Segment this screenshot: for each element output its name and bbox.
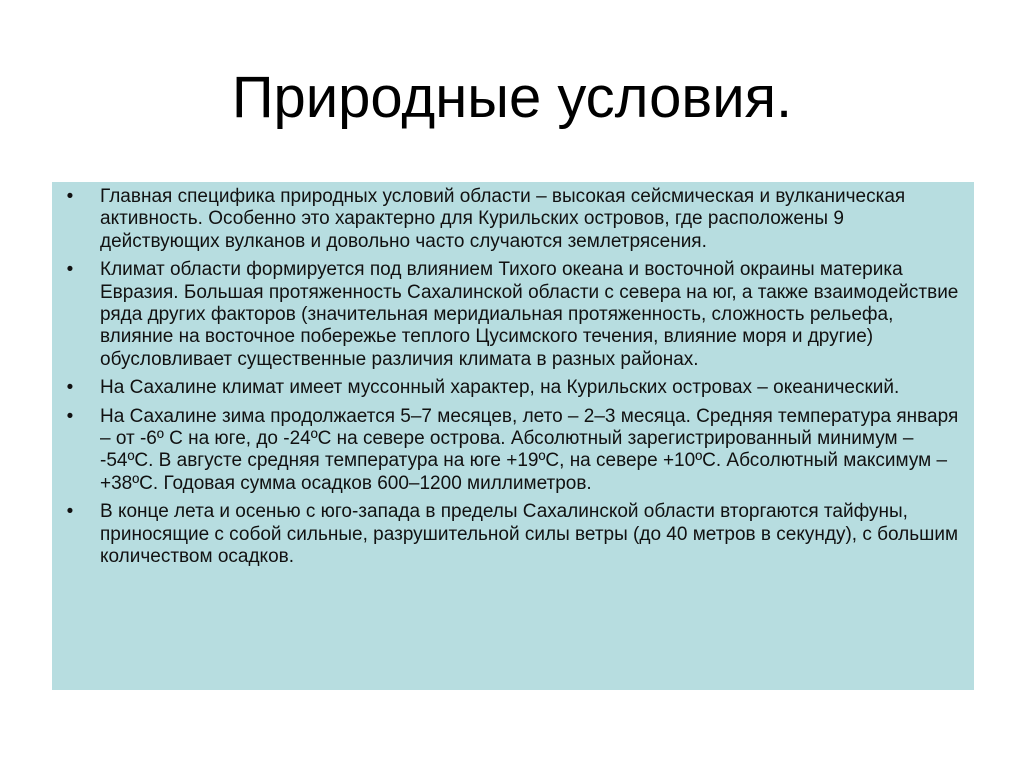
bullet-text: Главная специфика природных условий области – высокая сейсмическая и вулканическая активность. Особенно это характерно для Курильских островов, где расположены 9 действующих вулканов и довольно часто случаются землетрясения. [100,186,906,252]
bullet-dot-icon: • [66,186,74,207]
bullet-text: В конце лета и осенью с юго-запада в пределы Сахалинской области вторгаются тайфуны, приносящие с собой сильные, разрушительной силы ветры (до 40 метров в секунду), с большим количеством осадков. [100,501,959,568]
bullet-list [60,186,966,569]
bullet-text: На Сахалине зима продолжается 5–7 месяцев, лето – 2–3 месяца. Средняя температура января – от -6º С на юге, до -24ºС на севере острова. Абсолютный зарегистрированный минимум – -54ºС. В августе средняя температура на юге +19ºС, на севере +10ºС. Абсолютный максимум – +38ºС. Годовая сумма осадков 600–1200 миллиметров. [100,405,959,494]
bullet-text: На Сахалине климат имеет муссонный характер, на Курильских островах – океанический. [100,377,900,399]
bullet-dot-icon: • [66,377,74,399]
bullet-item-monsoon [60,377,966,399]
bullet-text: Климат области формируется под влиянием Тихого океана и восточной окраины материка Евразия. Большая протяженность Сахалинской области с севера на юг, а также взаимодействие ряда других факторов (значительная меридиальная протяженность, сложность рельефа, влияние на восточное побережье теплого Цусимского течения, влияние моря и другие) обусловливает существенные различия климата в разных районах. [100,259,959,370]
bullet-dot-icon: • [66,259,74,281]
bullet-item-temperature [60,406,966,496]
bullet-item-typhoons [60,501,966,568]
bullet-dot-icon: • [66,501,74,523]
slide-title: Природные условия. [231,65,793,130]
bullet-item-climate [60,259,966,371]
content-box [52,182,974,690]
bullet-dot-icon: • [66,405,74,427]
bullet-item-seismic [60,186,966,253]
